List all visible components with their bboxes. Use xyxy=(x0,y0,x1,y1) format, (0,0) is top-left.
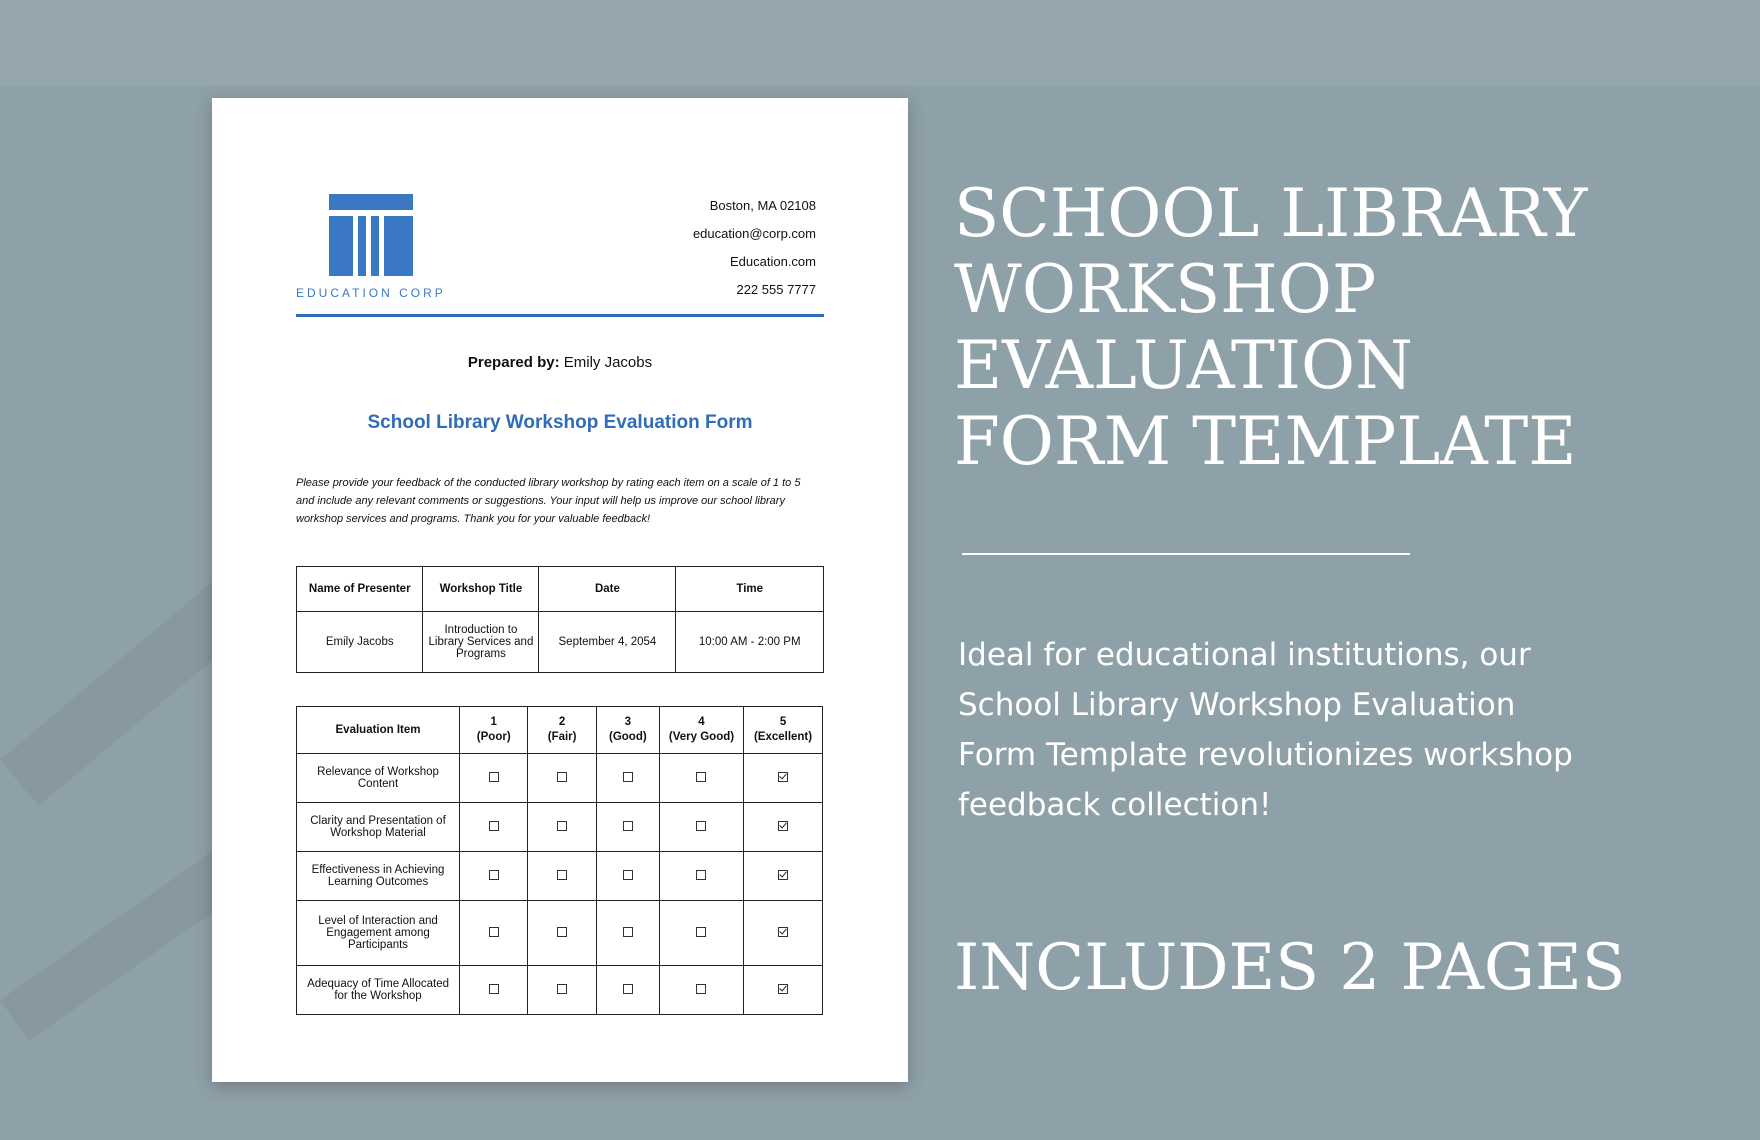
rating-cell xyxy=(744,754,823,803)
rating-cell xyxy=(659,901,743,966)
checked-checkbox[interactable] xyxy=(778,984,788,994)
headline-line: SCHOOL LIBRARY xyxy=(954,175,1588,252)
checkbox[interactable] xyxy=(623,984,633,994)
checked-checkbox[interactable] xyxy=(778,772,788,782)
checked-checkbox[interactable] xyxy=(778,927,788,937)
contact-phone: 222 555 7777 xyxy=(736,282,816,297)
prepared-name: Emily Jacobs xyxy=(559,354,653,371)
header-time: Time xyxy=(676,567,824,612)
promo-description: Ideal for educational institutions, our School Library Workshop Evaluation Form Template revolutionizes workshop feedback collection! xyxy=(958,637,1573,823)
contact-email: education@corp.com xyxy=(692,226,816,241)
workshop-title: Introduction to Library Services and Programs xyxy=(423,612,539,673)
checkbox[interactable] xyxy=(557,772,567,782)
rating-cell xyxy=(460,754,528,803)
rating-cell xyxy=(596,852,659,901)
workshop-date: September 4, 2054 xyxy=(539,612,676,673)
checkbox[interactable] xyxy=(489,984,499,994)
rating-cell xyxy=(744,803,823,852)
rating-cell xyxy=(596,754,659,803)
headline-line: EVALUATION xyxy=(954,327,1413,404)
header-presenter: Name of Presenter xyxy=(297,567,423,612)
checkbox[interactable] xyxy=(557,870,567,880)
checkbox[interactable] xyxy=(696,870,706,880)
contact-address: Boston, MA 02108 xyxy=(709,198,816,213)
checkbox[interactable] xyxy=(696,984,706,994)
checkbox[interactable] xyxy=(623,870,633,880)
rating-cell xyxy=(460,852,528,901)
header-rating-3: 3 (Good) xyxy=(596,707,659,754)
checkbox[interactable] xyxy=(696,821,706,831)
rating-cell xyxy=(596,901,659,966)
rating-cell xyxy=(659,754,743,803)
header-workshop-title: Workshop Title xyxy=(423,567,539,612)
checkbox[interactable] xyxy=(696,927,706,937)
prepared-by xyxy=(212,354,908,371)
page-count-label: INCLUDES 2 PAGES xyxy=(954,931,1626,1005)
rating-cell xyxy=(596,966,659,1015)
rating-cell xyxy=(744,852,823,901)
checkbox[interactable] xyxy=(557,984,567,994)
header-rating-2: 2 (Fair) xyxy=(528,707,596,754)
evaluation-table xyxy=(296,706,823,1015)
checked-checkbox[interactable] xyxy=(778,870,788,880)
rating-cell xyxy=(460,966,528,1015)
checkbox[interactable] xyxy=(489,772,499,782)
checkbox[interactable] xyxy=(489,821,499,831)
rating-cell xyxy=(528,901,596,966)
contact-website: Education.com xyxy=(730,254,816,269)
header-evaluation-item: Evaluation Item xyxy=(297,707,460,754)
document-page xyxy=(212,98,908,1082)
evaluation-item-label: Effectiveness in Achieving Learning Outcomes xyxy=(297,852,460,901)
evaluation-row xyxy=(297,754,823,803)
checked-checkbox[interactable] xyxy=(778,821,788,831)
intro-text: Please provide your feedback of the conducted library workshop by rating each item on a scale of 1 to 5 and include any relevant comments or suggestions. Your input will help us improve our school library workshop services and programs. Thank you for your valuable feedback! xyxy=(296,477,801,525)
evaluation-row xyxy=(297,966,823,1015)
evaluation-item-label: Level of Interaction and Engagement among Participants xyxy=(297,901,460,966)
header-rating-5: 5 (Excellent) xyxy=(744,707,823,754)
rating-cell xyxy=(744,966,823,1015)
rating-cell xyxy=(528,852,596,901)
checkbox[interactable] xyxy=(489,870,499,880)
header-rule xyxy=(296,314,824,317)
rating-cell xyxy=(460,901,528,966)
promo-divider xyxy=(962,553,1410,555)
evaluation-row xyxy=(297,803,823,852)
evaluation-item-label: Relevance of Workshop Content xyxy=(297,754,460,803)
header-rating-4: 4 (Very Good) xyxy=(659,707,743,754)
checkbox[interactable] xyxy=(623,927,633,937)
promo-headline xyxy=(954,176,1714,480)
workshop-info-table xyxy=(296,566,824,673)
rating-cell xyxy=(528,966,596,1015)
checkbox[interactable] xyxy=(696,772,706,782)
checkbox[interactable] xyxy=(489,927,499,937)
headline-line: WORKSHOP xyxy=(954,251,1377,328)
prepared-label: Prepared by: xyxy=(467,354,560,371)
header-date: Date xyxy=(539,567,676,612)
presenter-name: Emily Jacobs xyxy=(297,612,423,673)
checkbox[interactable] xyxy=(557,821,567,831)
headline-line: FORM TEMPLATE xyxy=(954,403,1577,480)
form-title: School Library Workshop Evaluation Form xyxy=(367,412,753,433)
evaluation-row xyxy=(297,852,823,901)
rating-cell xyxy=(659,966,743,1015)
rating-cell xyxy=(659,803,743,852)
rating-cell xyxy=(744,901,823,966)
evaluation-item-label: Clarity and Presentation of Workshop Material xyxy=(297,803,460,852)
workshop-time: 10:00 AM - 2:00 PM xyxy=(676,612,824,673)
background-band xyxy=(0,0,1760,86)
rating-cell xyxy=(460,803,528,852)
header-rating-1: 1 (Poor) xyxy=(460,707,528,754)
checkbox[interactable] xyxy=(623,772,633,782)
rating-cell xyxy=(596,803,659,852)
rating-cell xyxy=(528,754,596,803)
logo-text: EDUCATION CORP xyxy=(296,286,446,300)
rating-cell xyxy=(528,803,596,852)
evaluation-item-label: Adequacy of Time Allocated for the Workshop xyxy=(297,966,460,1015)
checkbox[interactable] xyxy=(623,821,633,831)
rating-cell xyxy=(659,852,743,901)
contact-block xyxy=(693,198,816,310)
evaluation-row xyxy=(297,901,823,966)
checkbox[interactable] xyxy=(557,927,567,937)
